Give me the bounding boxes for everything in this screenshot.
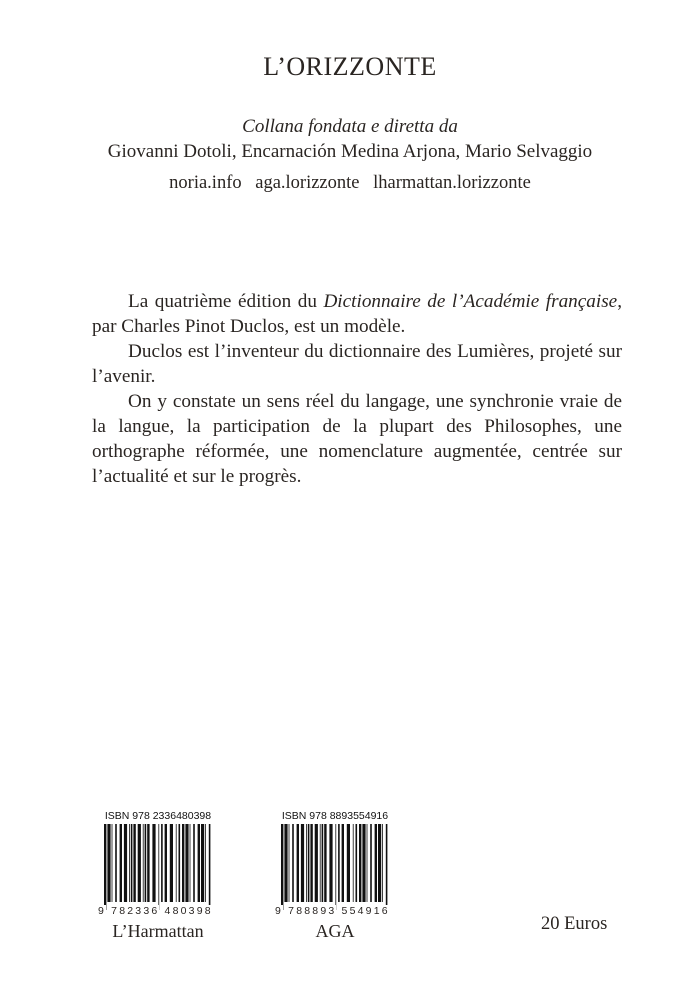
link-noria: noria.info (169, 173, 242, 193)
blurb-paragraph: On y constate un sens réel du langage, une synchronie vraie de la langue, la participation de la plupart des Philosophes, une orthographe réformée, une nomenclature augmentée, centrée sur l’actualité et sur le progrès. (92, 391, 622, 487)
publisher-name: L’Harmattan (112, 921, 204, 941)
blurb-paragraph: Duclos est l’inventeur du dictionnaire des Lumières, projeté sur l’avenir. (92, 341, 622, 387)
barcode-bars-icon (104, 824, 214, 910)
publisher-name: AGA (315, 921, 355, 941)
isbn-label: ISBN 978 8893554916 (281, 810, 389, 822)
series-links (0, 173, 700, 194)
isbn-label: ISBN 978 2336480398 (104, 810, 212, 822)
dictionary-title: Dictionnaire de l’Académie française (323, 291, 618, 312)
blurb-paragraph: La quatrième édition du Dictionnaire de l’Académie française, par Charles Pinot Duclos, est un modèle. (92, 291, 622, 337)
barcode-digits: 9 788893 554916 (275, 905, 390, 917)
barcode-digits: 9 782336 480398 (98, 905, 213, 917)
barcode-bars-icon (281, 824, 391, 910)
series-title: L’ORIZZONTE (263, 52, 437, 81)
series-subtitle: Collana fondata e diretta da (242, 116, 458, 137)
series-founders: Giovanni Dotoli, Encarnación Medina Arjona, Mario Selvaggio (107, 141, 593, 162)
back-cover-blurb (92, 289, 622, 489)
link-lharmattan: lharmattan.lorizzonte (373, 173, 531, 193)
link-aga: aga.lorizzonte (255, 173, 360, 193)
price: 20 Euros (541, 914, 608, 934)
